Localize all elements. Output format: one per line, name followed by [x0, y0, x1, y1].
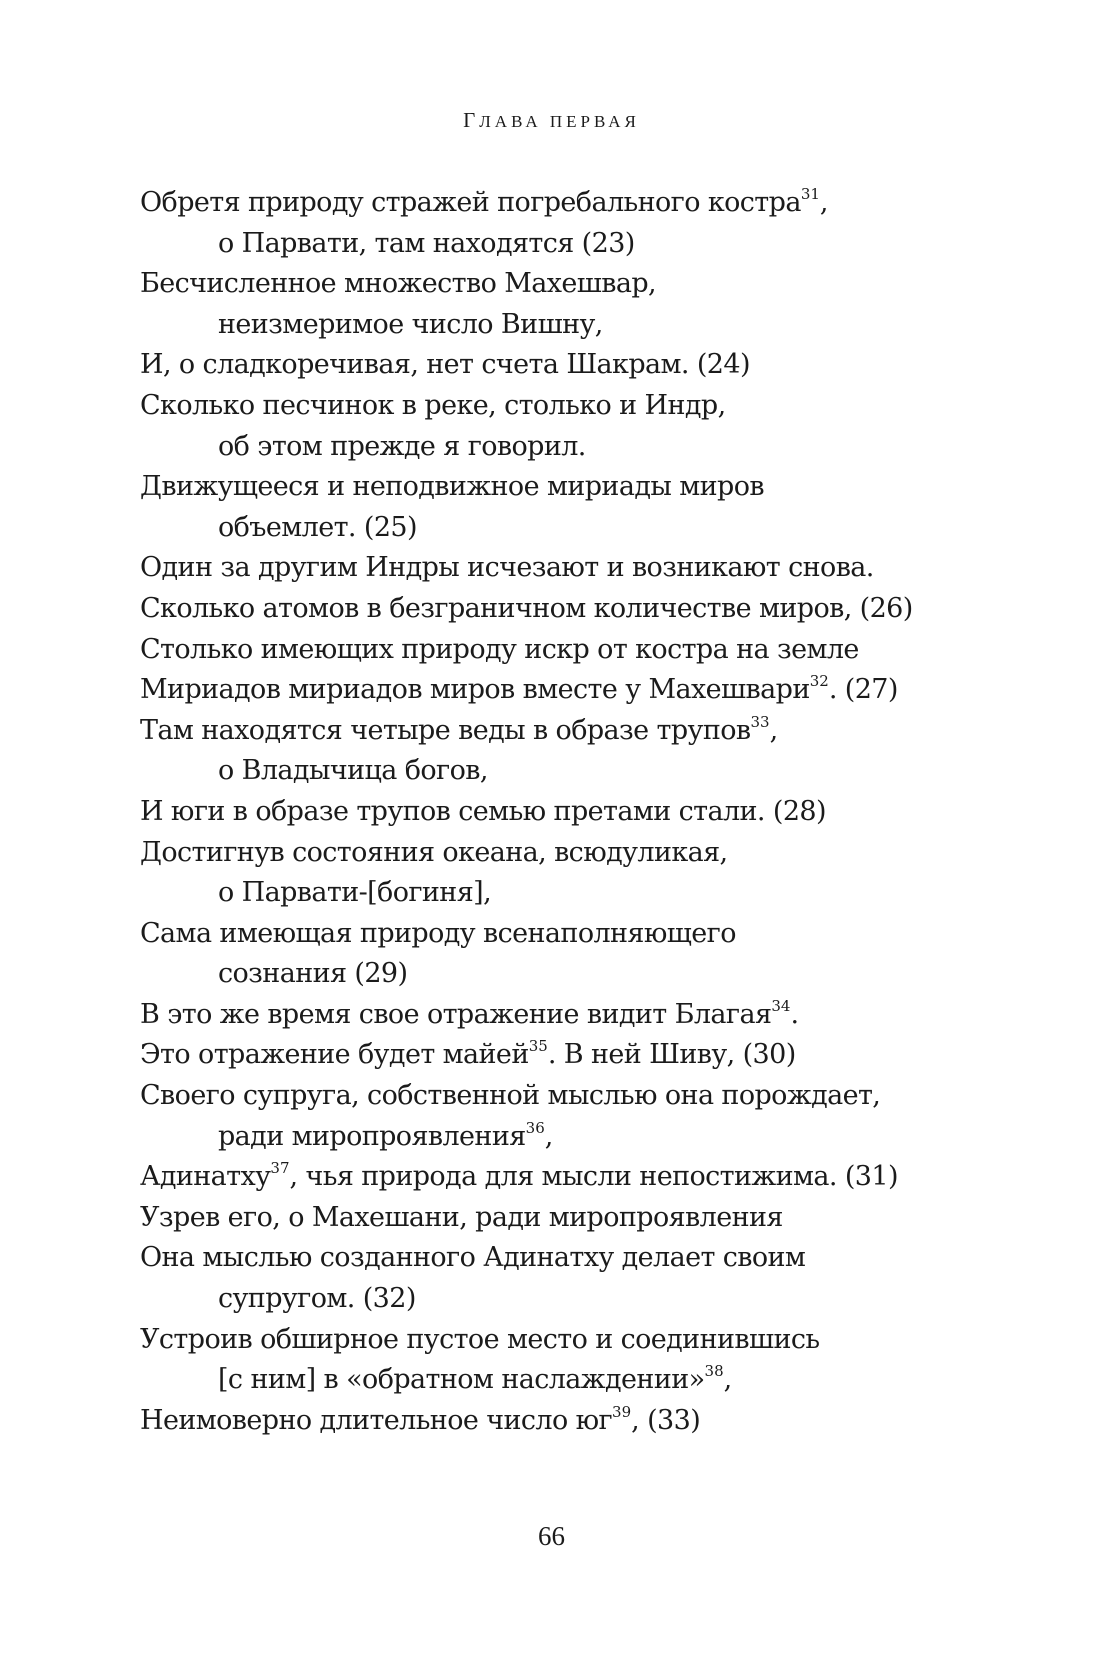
verse-line — [140, 183, 1040, 224]
verse-line — [140, 670, 1040, 711]
verse-line-text: [с ним] в «обратном наслаждении» — [218, 1364, 705, 1396]
verse-line-text: ради миропроявления — [218, 1120, 526, 1152]
verse-line-text: Мириадов мириадов миров вместе у Махешвари — [140, 674, 810, 706]
verse-line — [140, 833, 1040, 874]
verse-line — [140, 427, 1040, 468]
verse-line — [140, 1157, 1040, 1198]
verse-line-text: о Парвати, там находятся (23) — [218, 227, 635, 259]
chapter-header — [0, 108, 1103, 133]
verse-line — [140, 508, 1040, 549]
verse-line-text: Бесчисленное множество Махешвар, — [140, 268, 657, 300]
verse-line-text: Сколько песчинок в реке, столько и Индр, — [140, 389, 726, 421]
verse-line — [140, 386, 1040, 427]
verse-line-text: Обретя природу стражей погребального костра — [140, 187, 801, 218]
verse-line — [140, 751, 1040, 792]
verse-line — [140, 1238, 1040, 1279]
verse-line-text: Сама имеющая природу всенаполняющего — [140, 917, 736, 949]
verse-line-tail: , — [723, 1364, 732, 1396]
verse-line-text: неизмеримое число Вишну, — [218, 308, 603, 340]
verse-line-text: Своего супруга, собственной мыслью она порождает, — [140, 1080, 881, 1112]
footnote-marker[interactable]: 36 — [525, 1118, 545, 1137]
verse-line-tail: , — [544, 1120, 553, 1152]
verse-line-text: Неимоверно длительное число юг — [140, 1404, 613, 1436]
verse-text — [140, 183, 1040, 1441]
verse-line-text: Она мыслью созданного Адинатху делает своим — [140, 1242, 806, 1274]
verse-line — [140, 224, 1040, 265]
verse-line-tail: , — [819, 187, 828, 218]
verse-line-tail: . — [790, 998, 799, 1030]
footnote-marker[interactable]: 37 — [270, 1159, 290, 1178]
footnote-marker[interactable]: 31 — [800, 185, 820, 203]
verse-line-text: Один за другим Индры исчезают и возникают снова. — [140, 552, 874, 584]
verse-line-text: объемлет. (25) — [218, 511, 417, 543]
verse-line — [140, 1360, 1040, 1401]
verse-line-text: сознания (29) — [218, 958, 408, 990]
verse-line-text: Достигнув состояния океана, всюдуликая, — [140, 836, 728, 868]
verse-line — [140, 345, 1040, 386]
verse-line — [140, 711, 1040, 752]
verse-line — [140, 1198, 1040, 1239]
footnote-marker[interactable]: 38 — [704, 1362, 724, 1381]
verse-line — [140, 914, 1040, 955]
footnote-marker[interactable]: 39 — [612, 1402, 632, 1421]
verse-line — [140, 792, 1040, 833]
footnote-marker[interactable]: 34 — [771, 996, 791, 1015]
verse-line — [140, 1401, 1040, 1442]
verse-line-text: Адинатху — [140, 1161, 271, 1193]
chapter-title: ГЛАВА ПЕРВАЯ — [463, 108, 640, 132]
verse-line — [140, 630, 1040, 671]
verse-line-text: Столько имеющих природу искр от костра на земле — [140, 633, 859, 665]
verse-line-text: В это же время свое отражение видит Благая — [140, 998, 772, 1030]
verse-line — [140, 1279, 1040, 1320]
footnote-marker[interactable]: 32 — [809, 672, 829, 691]
verse-line-text: Там находятся четыре веды в образе трупов — [140, 714, 751, 746]
verse-line-tail: , — [769, 714, 778, 746]
verse-line-text: Устроив обширное пустое место и соединившись — [140, 1323, 820, 1355]
verse-line — [140, 954, 1040, 995]
page-number: 66 — [538, 1521, 565, 1551]
footnote-marker[interactable]: 35 — [528, 1037, 548, 1056]
verse-line — [140, 467, 1040, 508]
verse-line — [140, 589, 1040, 630]
verse-line-text: Движущееся и неподвижное мириады миров — [140, 471, 764, 503]
verse-line-tail: , (33) — [631, 1404, 701, 1436]
verse-line — [140, 548, 1040, 589]
verse-line — [140, 305, 1040, 346]
verse-line-tail: . (27) — [828, 674, 898, 706]
verse-line — [140, 995, 1040, 1036]
verse-line-tail: . В ней Шиву, (30) — [547, 1039, 796, 1071]
verse-line-text: об этом прежде я говорил. — [218, 430, 586, 462]
verse-line — [140, 1117, 1040, 1158]
verse-line — [140, 264, 1040, 305]
verse-line-text: И, о сладкоречивая, нет счета Шакрам. (24) — [140, 349, 750, 381]
verse-line-text: Это отражение будет майей — [140, 1039, 529, 1071]
verse-line-text: Узрев его, о Махешани, ради миропроявления — [140, 1201, 783, 1233]
verse-line-text: о Парвати-[богиня], — [218, 877, 492, 909]
verse-line-text: Сколько атомов в безграничном количестве миров, (26) — [140, 592, 913, 624]
verse-line-text: И юги в образе трупов семью претами стали. (28) — [140, 795, 826, 827]
verse-line — [140, 1076, 1040, 1117]
verse-line-text: супругом. (32) — [218, 1283, 416, 1315]
verse-line — [140, 1320, 1040, 1361]
verse-line-tail: , чья природа для мысли непостижима. (31) — [289, 1161, 898, 1193]
verse-line-text: о Владычица богов, — [218, 755, 488, 787]
footnote-marker[interactable]: 33 — [750, 712, 770, 731]
verse-line — [140, 1035, 1040, 1076]
verse-line — [140, 873, 1040, 914]
